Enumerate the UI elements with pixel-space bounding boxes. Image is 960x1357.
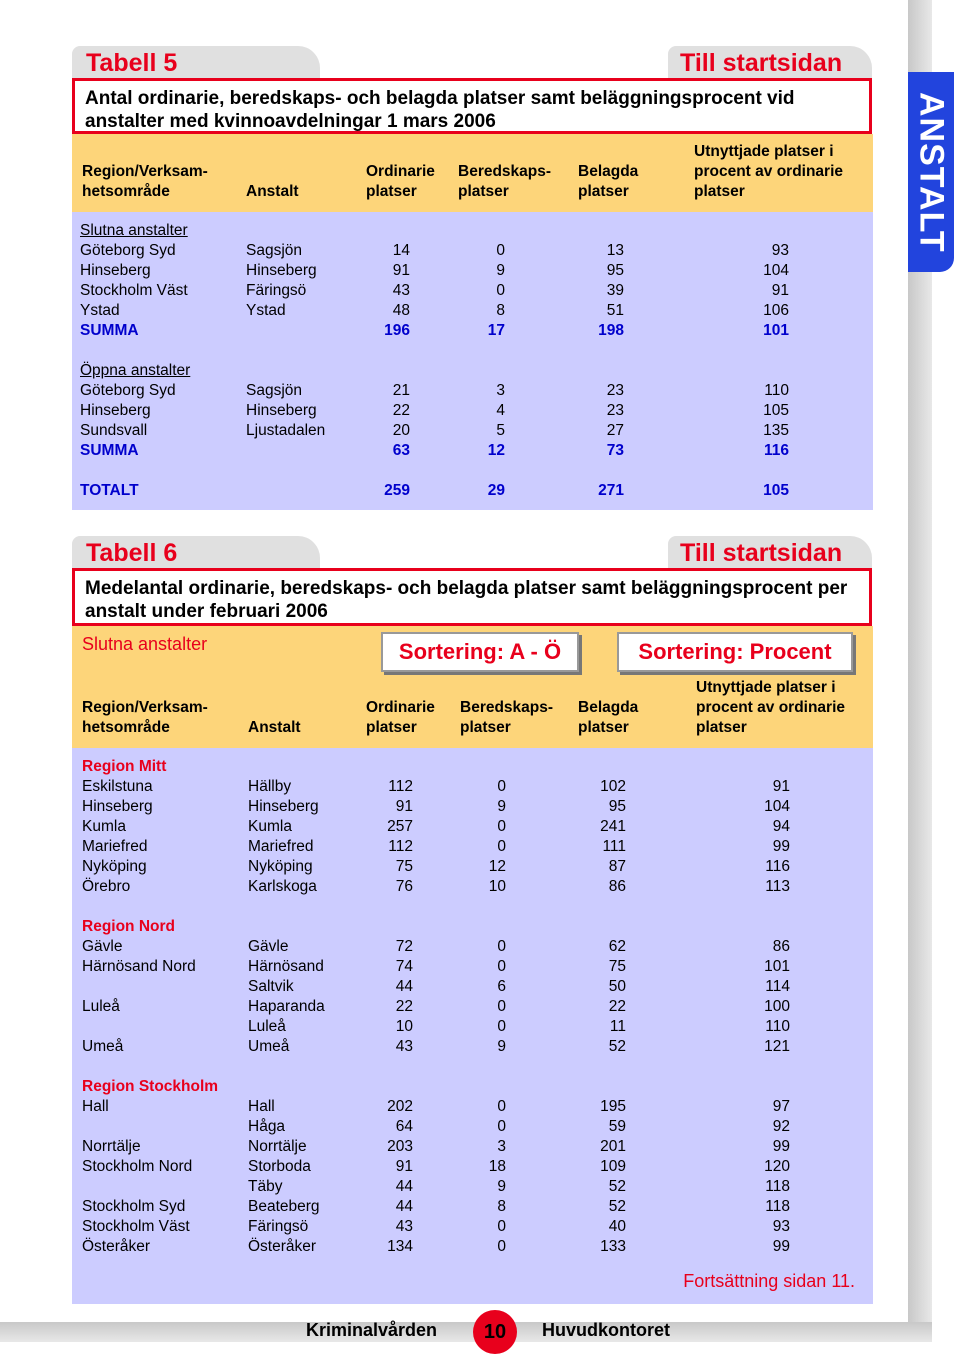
cell-ord: 44: [395, 978, 413, 995]
side-tab-label: ANSTALT: [912, 91, 951, 253]
cell-region: Eskilstuna: [82, 778, 153, 795]
cell-ord: 91: [395, 1158, 413, 1175]
cell-region: Stockholm Syd: [82, 1198, 186, 1215]
cell-region: Luleå: [82, 998, 120, 1015]
cell-anstalt: Hällby: [248, 778, 292, 795]
cell-ber: 3: [496, 382, 505, 399]
cell-anstalt: Gävle: [248, 938, 289, 955]
cell-anstalt: Hall: [248, 1098, 275, 1115]
cell-bel: 62: [608, 938, 626, 955]
table-row: [72, 818, 873, 838]
cell-ber: 8: [496, 302, 505, 319]
cell-region: SUMMA: [80, 322, 139, 339]
sum-row: [72, 442, 873, 462]
cell-utn: 116: [763, 442, 789, 459]
cell-ord: 134: [387, 1238, 413, 1255]
table-row: [72, 878, 873, 898]
cell-ber: 8: [497, 1198, 506, 1215]
cell-ord: 76: [395, 878, 413, 895]
cell-region: Hinseberg: [80, 402, 151, 419]
cell-ord: 43: [395, 1218, 413, 1235]
cell-utn: 101: [764, 958, 790, 975]
cell-region: Region Stockholm: [82, 1078, 219, 1095]
cell-ber: 9: [497, 798, 506, 815]
cell-bel: 109: [600, 1158, 626, 1175]
cell-ber: 3: [497, 1138, 506, 1155]
table-row: [72, 402, 873, 422]
cell-ber: 0: [497, 1218, 506, 1235]
table-row: [72, 262, 873, 282]
cell-region: Hinseberg: [80, 262, 151, 279]
region-row: [72, 1078, 873, 1098]
cell-region: Hinseberg: [82, 798, 153, 815]
col-beredskap-header-2: Beredskaps- platser: [460, 699, 554, 736]
table-row: [72, 1218, 873, 1238]
cell-utn: 121: [764, 1038, 790, 1055]
table5-body: [72, 212, 873, 510]
cell-bel: 271: [598, 482, 624, 499]
cell-ber: 9: [497, 1178, 506, 1195]
cell-bel: 75: [608, 958, 626, 975]
cell-utn: 118: [765, 1198, 790, 1215]
cell-bel: 102: [600, 778, 626, 795]
table-row: [72, 838, 873, 858]
cell-anstalt: Beateberg: [248, 1198, 320, 1215]
cell-bel: 11: [609, 1018, 626, 1035]
cell-anstalt: Täby: [248, 1178, 283, 1195]
cell-region: Norrtälje: [82, 1138, 141, 1155]
page-number: 10: [473, 1310, 517, 1354]
cell-utn: 100: [764, 998, 790, 1015]
cell-region: Öppna anstalter: [80, 362, 191, 379]
cell-ord: 64: [395, 1118, 413, 1135]
cell-ber: 5: [496, 422, 505, 439]
cell-region: Hall: [82, 1098, 109, 1115]
cell-bel: 52: [608, 1038, 626, 1055]
cell-utn: 99: [772, 838, 790, 855]
section-row: [72, 222, 873, 242]
cell-anstalt: Luleå: [248, 1018, 286, 1035]
cell-region: Kumla: [82, 818, 126, 835]
table-row: [72, 858, 873, 878]
cell-utn: 120: [764, 1158, 790, 1175]
cell-utn: 92: [772, 1118, 790, 1135]
cell-utn: 99: [772, 1238, 790, 1255]
cell-region: Umeå: [82, 1038, 124, 1055]
cell-ber: 0: [497, 998, 506, 1015]
cell-bel: 23: [606, 382, 624, 399]
table5-tab-label: Tabell 5: [86, 49, 178, 77]
cell-ord: 257: [387, 818, 413, 835]
section-row: [72, 362, 873, 382]
cell-region: Härnösand Nord: [82, 958, 196, 975]
cell-ber: 9: [496, 262, 505, 279]
cell-bel: 51: [606, 302, 624, 319]
cell-utn: 118: [765, 1178, 790, 1195]
cell-anstalt: Ljustadalen: [246, 422, 326, 439]
cell-ord: 112: [388, 838, 413, 855]
cell-utn: 113: [765, 878, 790, 895]
cell-bel: 95: [606, 262, 624, 279]
cell-ber: 0: [497, 818, 506, 835]
cell-region: TOTALT: [80, 482, 139, 499]
region-row: [72, 758, 873, 778]
table-row: [72, 282, 873, 302]
cell-ber: 6: [497, 978, 506, 995]
cell-anstalt: Nyköping: [248, 858, 313, 875]
page-shadow-bottom: [0, 1322, 932, 1342]
cell-region: Mariefred: [82, 838, 148, 855]
cell-anstalt: Ystad: [246, 302, 286, 319]
table-row: [72, 938, 873, 958]
cell-bel: 195: [600, 1098, 626, 1115]
cell-anstalt: Norrtälje: [248, 1138, 307, 1155]
cell-ber: 0: [497, 1098, 506, 1115]
table-row: [72, 778, 873, 798]
cell-region: Stockholm Nord: [82, 1158, 193, 1175]
cell-ber: 0: [496, 282, 505, 299]
cell-utn: 93: [771, 242, 789, 259]
cell-ord: 14: [392, 242, 410, 259]
cell-utn: 110: [764, 382, 789, 399]
cell-ord: 91: [392, 262, 410, 279]
cell-ber: 18: [488, 1158, 506, 1175]
cell-ord: 20: [392, 422, 410, 439]
cell-bel: 59: [608, 1118, 626, 1135]
cell-ord: 22: [392, 402, 410, 419]
cell-bel: 111: [602, 838, 626, 855]
col-region-header: Region/Verksam- hetsområde: [82, 163, 208, 200]
col-anstalt-header-2: Anstalt: [248, 719, 301, 736]
table6-title-box: [72, 568, 872, 626]
cell-region: Gävle: [82, 938, 123, 955]
cell-ber: 0: [497, 958, 506, 975]
cell-region: Sundsvall: [80, 422, 148, 439]
cell-utn: 91: [771, 282, 789, 299]
cell-anstalt: Umeå: [248, 1038, 290, 1055]
home-link-tab[interactable]: [668, 46, 872, 80]
col-belagda-header: Belagda platser: [578, 163, 639, 200]
table-row: [72, 302, 873, 322]
cell-anstalt: Saltvik: [248, 978, 294, 995]
tab-tabell-6: [72, 536, 320, 570]
cell-bel: 52: [608, 1198, 626, 1215]
cell-anstalt: Karlskoga: [248, 878, 317, 895]
home-link[interactable]: Till startsidan: [680, 49, 843, 77]
cell-bel: 23: [606, 402, 624, 419]
table5-title-box: [72, 78, 872, 134]
cell-anstalt: Hinseberg: [246, 402, 317, 419]
cell-ber: 0: [497, 778, 506, 795]
cell-ord: 48: [392, 302, 410, 319]
table-row: [72, 1238, 873, 1258]
cell-utn: 101: [763, 322, 789, 339]
cell-utn: 91: [772, 778, 790, 795]
table-row: [72, 382, 873, 402]
cell-ord: 10: [395, 1018, 413, 1035]
cell-anstalt: Håga: [248, 1118, 286, 1135]
cell-region: Österåker: [82, 1238, 151, 1255]
footer-left: Kriminalvården: [306, 1320, 438, 1340]
table-row: [72, 242, 873, 262]
cell-utn: 116: [765, 858, 790, 875]
cell-ber: 4: [496, 402, 505, 419]
table-row: [72, 1158, 873, 1178]
table-row: [72, 1038, 873, 1058]
cell-ord: 196: [384, 322, 410, 339]
cell-bel: 87: [608, 858, 626, 875]
cell-ber: 12: [487, 442, 505, 459]
cell-utn: 97: [772, 1098, 790, 1115]
sort-percent-button[interactable]: Sortering: Procent: [617, 632, 853, 672]
cell-anstalt: Haparanda: [248, 998, 325, 1015]
cell-bel: 50: [608, 978, 626, 995]
cell-ber: 29: [487, 482, 505, 499]
cell-ord: 91: [395, 798, 413, 815]
sort-az-button[interactable]: Sortering: A - Ö: [381, 632, 579, 672]
tab-tabell-5: [72, 46, 320, 80]
cell-ord: 22: [395, 998, 413, 1015]
cell-bel: 73: [606, 442, 624, 459]
cell-anstalt: Färingsö: [248, 1218, 309, 1235]
cell-anstalt: Kumla: [248, 818, 292, 835]
cell-utn: 99: [772, 1138, 790, 1155]
col-utnyttjade-header: Utnyttjade platser i procent av ordinarie platser: [694, 143, 844, 200]
table5-header: [72, 134, 873, 212]
cell-ber: 0: [496, 242, 505, 259]
continuation-note[interactable]: Fortsättning sidan 11.: [683, 1271, 855, 1291]
cell-bel: 133: [600, 1238, 626, 1255]
col-utnyttjade-header-2: Utnyttjade platser i procent av ordinarie platser: [696, 679, 846, 736]
table-row: [72, 798, 873, 818]
table6-tab-label: Tabell 6: [86, 539, 178, 567]
cell-ber: 0: [497, 1238, 506, 1255]
table6-title: Medelantal ordinarie, beredskaps- och belagda platser samt beläggningsprocent per anstalt under februari 2006: [85, 578, 848, 622]
cell-ord: 75: [395, 858, 413, 875]
cell-utn: 104: [764, 798, 790, 815]
cell-ord: 21: [392, 382, 410, 399]
cell-region: Göteborg Syd: [80, 382, 176, 399]
table-row: [72, 998, 873, 1018]
cell-ord: 43: [395, 1038, 413, 1055]
cell-ber: 17: [487, 322, 505, 339]
cell-ord: 43: [392, 282, 410, 299]
cell-ord: 202: [387, 1098, 413, 1115]
cell-region: Nyköping: [82, 858, 147, 875]
cell-bel: 201: [600, 1138, 626, 1155]
col-belagda-header-2: Belagda platser: [578, 699, 639, 736]
cell-region: Region Mitt: [82, 758, 167, 775]
side-tab-anstalt[interactable]: [908, 72, 954, 272]
cell-bel: 95: [608, 798, 626, 815]
cell-ber: 0: [497, 1018, 506, 1035]
cell-bel: 22: [608, 998, 626, 1015]
home-link-2[interactable]: Till startsidan: [680, 539, 843, 567]
cell-utn: 106: [763, 302, 789, 319]
col-region-header-2: Region/Verksam- hetsområde: [82, 699, 208, 736]
cell-bel: 241: [600, 818, 626, 835]
col-beredskap-header: Beredskaps- platser: [458, 163, 552, 200]
cell-utn: 105: [763, 402, 789, 419]
col-anstalt-header: Anstalt: [246, 183, 299, 200]
table-row: [72, 1198, 873, 1218]
cell-utn: 94: [772, 818, 790, 835]
cell-region: Stockholm Väst: [80, 282, 188, 299]
cell-bel: 27: [606, 422, 624, 439]
cell-region: Örebro: [82, 878, 131, 895]
sum-row: [72, 322, 873, 342]
table-row: [72, 1138, 873, 1158]
cell-utn: 93: [772, 1218, 790, 1235]
cell-bel: 13: [606, 242, 624, 259]
table5-title: Antal ordinarie, beredskaps- och belagda platser samt beläggningsprocent vid anstalter med kvinnoavdelningar 1 mars 2006: [85, 88, 795, 132]
cell-ord: 44: [395, 1198, 413, 1215]
cell-region: SUMMA: [80, 442, 139, 459]
footer-right: Huvudkontoret: [542, 1320, 670, 1340]
cell-region: Ystad: [80, 302, 120, 319]
cell-utn: 135: [763, 422, 789, 439]
cell-ber: 0: [497, 1118, 506, 1135]
home-link-tab-2[interactable]: [668, 536, 872, 570]
cell-bel: 40: [608, 1218, 626, 1235]
table6-body: [72, 748, 873, 1304]
cell-bel: 39: [606, 282, 624, 299]
col-ordinarie-header-2: Ordinarie platser: [366, 699, 435, 736]
table-row: [72, 1098, 873, 1118]
cell-ber: 0: [497, 938, 506, 955]
table-row: [72, 1118, 873, 1138]
cell-anstalt: Sagsjön: [246, 382, 303, 399]
cell-ord: 63: [392, 442, 410, 459]
cell-region: Slutna anstalter: [80, 222, 188, 239]
cell-utn: 114: [765, 978, 790, 995]
cell-ord: 259: [384, 482, 410, 499]
cell-anstalt: Österåker: [248, 1238, 317, 1255]
cell-ord: 74: [395, 958, 413, 975]
cell-utn: 110: [765, 1018, 790, 1035]
table-row: [72, 1178, 873, 1198]
cell-anstalt: Härnösand: [248, 958, 324, 975]
cell-bel: 198: [598, 322, 624, 339]
cell-anstalt: Storboda: [248, 1158, 311, 1175]
cell-bel: 86: [608, 878, 626, 895]
cell-anstalt: Hinseberg: [248, 798, 319, 815]
cell-ord: 203: [387, 1138, 413, 1155]
table6-subtitle: Slutna anstalter: [82, 634, 208, 654]
cell-region: Stockholm Väst: [82, 1218, 190, 1235]
cell-ord: 72: [395, 938, 413, 955]
table-row: [72, 1018, 873, 1038]
cell-ord: 44: [395, 1178, 413, 1195]
region-row: [72, 918, 873, 938]
sum-row: [72, 482, 873, 502]
table-row: [72, 978, 873, 998]
cell-utn: 86: [772, 938, 790, 955]
cell-anstalt: Hinseberg: [246, 262, 317, 279]
cell-ber: 9: [497, 1038, 506, 1055]
cell-ber: 12: [488, 858, 506, 875]
cell-ber: 0: [497, 838, 506, 855]
cell-bel: 52: [608, 1178, 626, 1195]
cell-ord: 112: [388, 778, 413, 795]
cell-anstalt: Sagsjön: [246, 242, 303, 259]
table-row: [72, 422, 873, 442]
cell-ber: 10: [488, 878, 506, 895]
cell-anstalt: Färingsö: [246, 282, 307, 299]
cell-anstalt: Mariefred: [248, 838, 314, 855]
table-row: [72, 958, 873, 978]
col-ordinarie-header: Ordinarie platser: [366, 163, 435, 200]
cell-region: Göteborg Syd: [80, 242, 176, 259]
cell-region: Region Nord: [82, 918, 175, 935]
cell-utn: 105: [763, 482, 789, 499]
cell-utn: 104: [763, 262, 789, 279]
